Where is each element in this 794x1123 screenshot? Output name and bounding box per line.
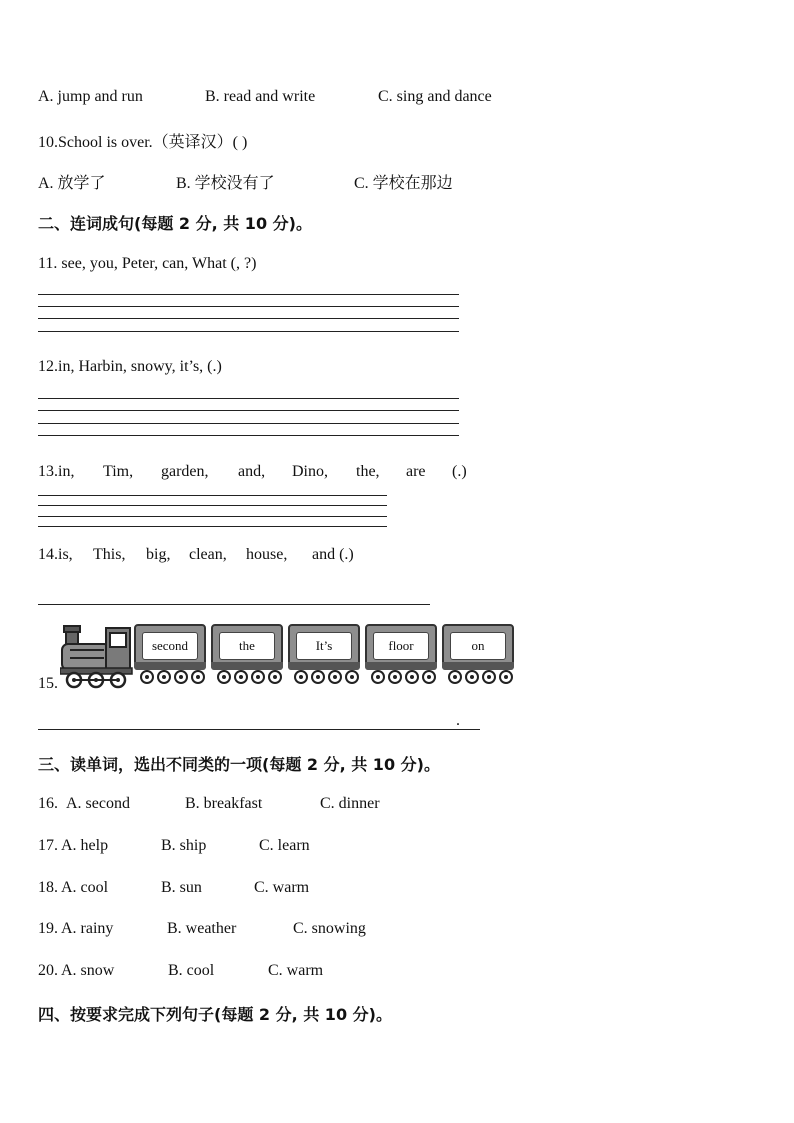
car-word: second xyxy=(142,632,198,660)
q11-line-2 xyxy=(38,306,459,307)
wheel-icon xyxy=(251,670,265,684)
q14-word: This, xyxy=(93,546,126,563)
q14-word: and (.) xyxy=(312,546,354,563)
q19-option-b: B. weather xyxy=(167,920,237,937)
q13-word: and, xyxy=(238,463,266,480)
q13-word: Dino, xyxy=(292,463,328,480)
q12-line-3 xyxy=(38,423,459,424)
q18-option-a: A. cool xyxy=(61,879,109,896)
car-word: the xyxy=(219,632,275,660)
wheel-icon xyxy=(157,670,171,684)
q13-word: (.) xyxy=(452,463,467,480)
q20-option-b: B. cool xyxy=(168,962,215,979)
q13-line-3 xyxy=(38,516,387,517)
q17-option-b: B. ship xyxy=(161,837,207,854)
q18-number: 18. xyxy=(38,879,58,896)
q17-option-c: C. learn xyxy=(259,837,310,854)
train-car xyxy=(365,624,437,670)
q12-line-2 xyxy=(38,410,459,411)
q17-number: 17. xyxy=(38,837,58,854)
car-word: It’s xyxy=(296,632,352,660)
q18-option-c: C. warm xyxy=(254,879,310,896)
q20-option-a: A. snow xyxy=(61,962,115,979)
car-word: on xyxy=(450,632,506,660)
q20-number: 20. xyxy=(38,962,58,979)
q11-line-1 xyxy=(38,294,459,295)
train-car xyxy=(442,624,514,670)
train-car xyxy=(288,624,360,670)
wheel-icon xyxy=(465,670,479,684)
q17-option-a: A. help xyxy=(61,837,109,854)
q11-line-3 xyxy=(38,318,459,319)
q19-option-c: C. snowing xyxy=(293,920,366,937)
q16-option-b: B. breakfast xyxy=(185,795,263,812)
wheel-icon xyxy=(328,670,342,684)
car-word: floor xyxy=(373,632,429,660)
wheel-icon xyxy=(268,670,282,684)
wheel-icon xyxy=(499,670,513,684)
q14-word: clean, xyxy=(189,546,227,563)
section2-heading: 二、连词成句(每题 2 分, 共 10 分)。 xyxy=(38,214,312,233)
q9-option-b: B. read and write xyxy=(205,88,316,105)
q13-word: garden, xyxy=(161,463,209,480)
q19-option-a: A. rainy xyxy=(61,920,114,937)
wheel-icon xyxy=(345,670,359,684)
q9-option-c: C. sing and dance xyxy=(378,88,492,105)
locomotive-icon xyxy=(60,620,134,690)
q15-answer-line xyxy=(38,729,480,730)
q14-word: big, xyxy=(146,546,171,563)
wheel-icon xyxy=(234,670,248,684)
wheel-icon xyxy=(422,670,436,684)
q13-word: are xyxy=(406,463,426,480)
wheel-icon xyxy=(174,670,188,684)
q9-option-a: A. jump and run xyxy=(38,88,143,105)
wheel-icon xyxy=(217,670,231,684)
wheel-icon xyxy=(371,670,385,684)
train-car xyxy=(134,624,206,670)
q13-line-1 xyxy=(38,495,387,496)
q13-word: Tim, xyxy=(103,463,134,480)
q20-option-c: C. warm xyxy=(268,962,324,979)
q15-period: . xyxy=(456,712,460,729)
q14-word: house, xyxy=(246,546,288,563)
q13-word: 13.in, xyxy=(38,463,75,480)
q18-option-b: B. sun xyxy=(161,879,202,896)
q16-number: 16. xyxy=(38,795,58,812)
q15-label: 15. xyxy=(38,675,58,692)
q13-line-2 xyxy=(38,505,387,506)
wheel-icon xyxy=(294,670,308,684)
q10-stem: 10.School is over.（英译汉）( ) xyxy=(38,134,248,151)
q12-prompt: 12.in, Harbin, snowy, it’s, (.) xyxy=(38,358,222,375)
section3-heading: 三、读单词，选出不同类的一项(每题 2 分, 共 10 分)。 xyxy=(38,755,440,774)
q10-option-b: B. 学校没有了 xyxy=(176,175,275,192)
wheel-icon xyxy=(405,670,419,684)
q16-option-c: C. dinner xyxy=(320,795,380,812)
section4-heading: 四、按要求完成下列句子(每题 2 分, 共 10 分)。 xyxy=(38,1005,392,1024)
q13-line-4 xyxy=(38,526,387,527)
q10-option-c: C. 学校在那边 xyxy=(354,175,453,192)
q16-option-a: A. second xyxy=(66,795,130,812)
wheel-icon xyxy=(311,670,325,684)
q19-number: 19. xyxy=(38,920,58,937)
wheel-icon xyxy=(448,670,462,684)
q15-word-train xyxy=(60,620,520,690)
q10-option-a: A. 放学了 xyxy=(38,175,106,192)
q13-word: the, xyxy=(356,463,380,480)
wheel-icon xyxy=(191,670,205,684)
q12-line-4 xyxy=(38,435,459,436)
train-car xyxy=(211,624,283,670)
wheel-icon xyxy=(388,670,402,684)
q11-prompt: 11. see, you, Peter, can, What (, ?) xyxy=(38,255,257,272)
q11-line-4 xyxy=(38,331,459,332)
q14-answer-line xyxy=(38,604,430,605)
q12-line-1 xyxy=(38,398,459,399)
wheel-icon xyxy=(482,670,496,684)
q14-word: 14.is, xyxy=(38,546,73,563)
wheel-icon xyxy=(140,670,154,684)
